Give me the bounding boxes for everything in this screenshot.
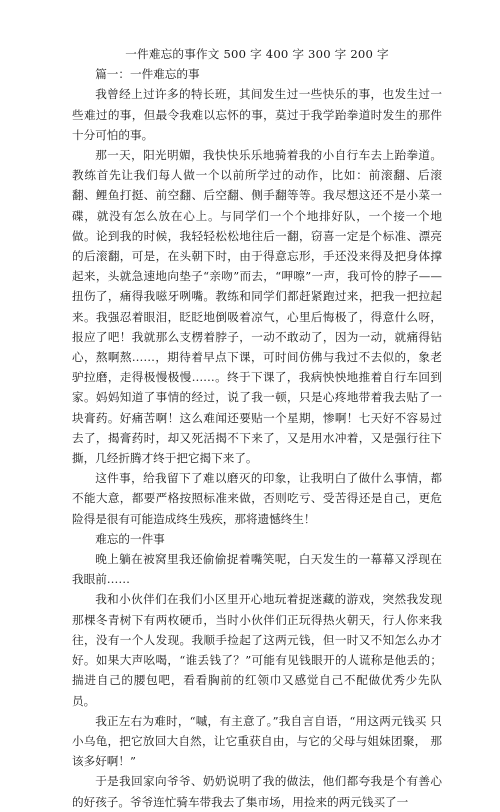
paragraph: 那一天，阳光明媚，我快快乐乐地骑着我的小自行车去上跆拳道。教练首先让我们每人做一个以前所学过的动作，比如：前滚翻、后滚翻、鲤鱼打挺、前空翻、后空翻、侧手翻等等。我尽想这还不是小菜一碟，就没有怎么放在心上。与同学们一个个地排好队，一个接一个地做。论到我的时候，我轻轻松松地往后一翻，窃喜一定是个标准、漂亮的后滚翻，可是，在头朝下时，由于得意忘形，手还没来得及把身体撑起来，头就急速地向垫子“亲吻”而去，“呷嚓”一声，我可怜的脖子——扭伤了，痛得我嗞牙咧嘴。教练和同学们都赶紧跑过来，把我一把拉起来。我强忍着眼泪，眨眨地倒吸着凉气，心里后悔极了，得意什么呀，报应了吧！我就那么支楞着脖子，一动不敢动了，因为一动，就痛得钻心，熬啊熬……，期待着早点下课，可时间仿佛与我过不去似的，象老驴拉磨，走得极慢极慢……。终于下课了，我病怏怏地推着自行车回到家。妈妈知道了事情的经过，说了我一顿，只是心疼地带着我去贴了一块膏药。好痛苦啊！这么难闻还要贴一个星期，惨啊！七天好不容易过去了，揭膏药时，却又死活揭不下来了，又是用水冲着，又是强行往下撕，几经折腾才终于把它揭下来了。 xyxy=(72,148,442,466)
document-title: 一件难忘的事作文 500 字 400 字 300 字 200 字 xyxy=(125,47,389,61)
paragraph: 我正左右为难时，“嘁，有主意了。”我自言自语，“用这两元钱买 只小乌龟，把它放回大自然，让它重获自由，与它的父母与姐妹团聚， 那该多好啊！” xyxy=(72,713,442,769)
paragraph: 我曾经上过许多的特长班，其间发生过一些快乐的事，也发生过一些难过的事，但最令我难以忘怀的事，莫过于我学跆拳道时发生的那件十分可怕的事。 xyxy=(72,87,442,142)
section-heading-1: 篇一：一件难忘的事 xyxy=(95,67,200,82)
section-heading-2: 难忘的一件事 xyxy=(95,531,165,546)
paragraph: 我和小伙伴们在我们小区里开心地玩着捉迷藏的游戏，突然我发现那棵冬青树下有两枚硬币，当时小伙伴们正玩得热火朝天，行人你来我往，没有一个人发现。我顺手捡起了这两元钱，但一时又不知怎么办才好。如果大声吆喝，“谁丢钱了？”可能有见钱眼开的人谎称是他丢的；揣进自己的腰包吧，看看胸前的红领巾又感觉自己不配做优秀少先队员。 xyxy=(72,592,442,708)
paragraph: 于是我回家向爷爷、奶奶说明了我的做法，他们都夸我是个有善心的好孩子。爷爷连忙骑车带我去了集市场，用捡来的两元钱买了一 xyxy=(72,774,442,809)
paragraph: 这件事，给我留下了难以磨灭的印象，让我明白了做什么事情，都不能大意，都要严格按照标准来做，否则吃亏、受苦得还是自己，更危险得是很有可能造成终生残疾，那将遗憾终生！ xyxy=(72,471,442,526)
paragraph: 晚上躺在被窝里我还偷偷捉着嘴笑呢，白天发生的一幕幕又浮现在我眼前…… xyxy=(72,552,442,587)
